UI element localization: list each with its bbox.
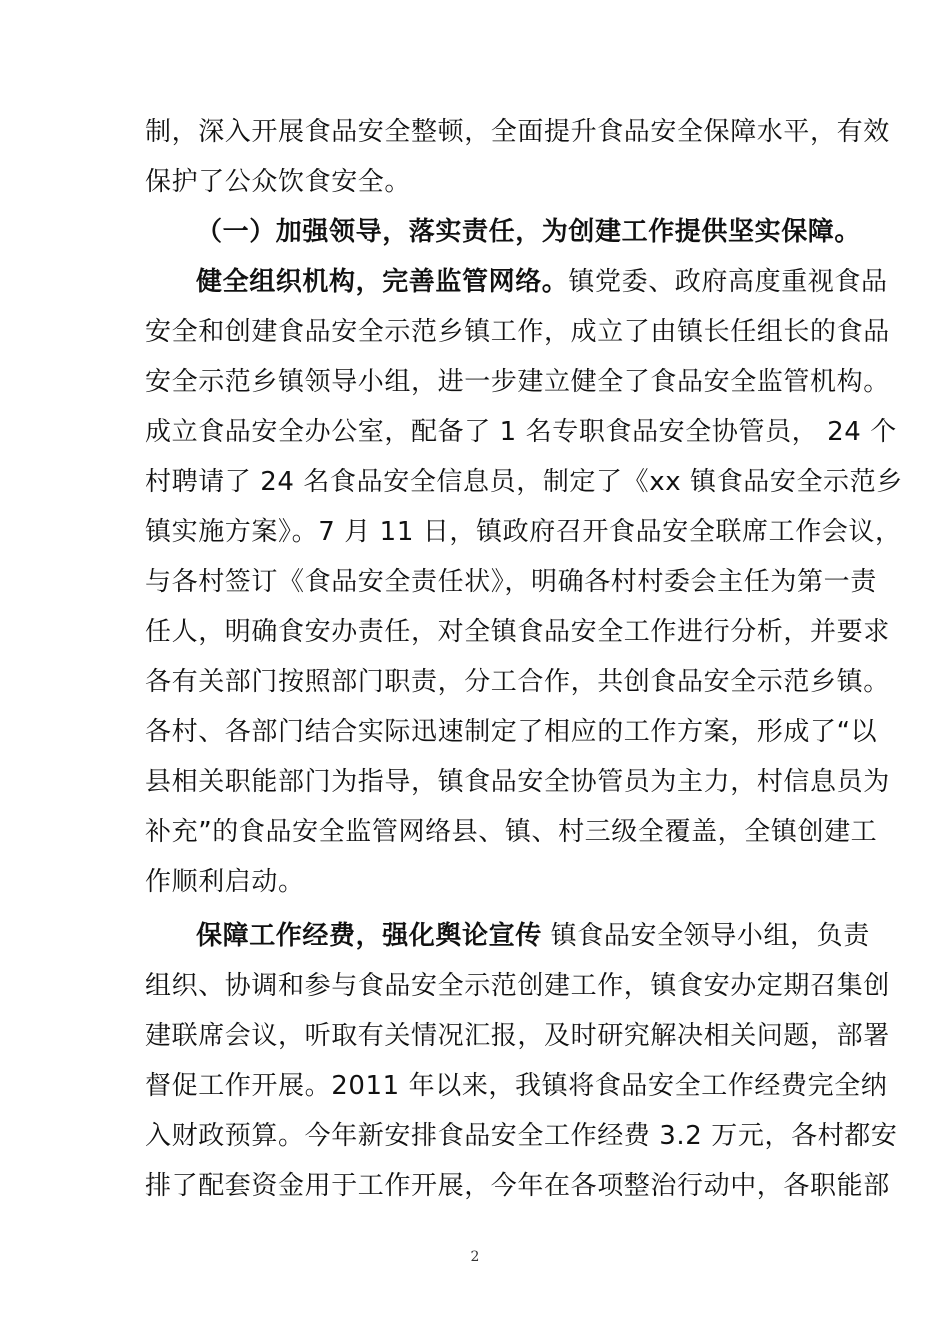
body-text-line: 排了配套资金用于工作开展，今年在各项整治行动中，各职能部 [145, 1171, 890, 1201]
body-text-line: 成立食品安全办公室，配备了 1 名专职食品安全协管员， 24 个 [145, 417, 897, 447]
body-text-line: 保护了公众饮食安全。 [145, 167, 412, 197]
body-text-line: 组织、协调和参与食品安全示范创建工作，镇食安办定期召集创 [145, 971, 890, 1001]
page-number: 2 [470, 1249, 480, 1265]
body-text: 镇党委、政府高度重视食品 [568, 267, 888, 297]
body-text-line: 安全和创建食品安全示范乡镇工作，成立了由镇长任组长的食品 [145, 317, 890, 347]
paragraph-lead-bold: 保障工作经费，强化舆论宣传 [196, 921, 542, 951]
body-text-line: 补充”的食品安全监管网络县、镇、村三级全覆盖，全镇创建工 [145, 817, 878, 847]
body-text-line: 县相关职能部门为指导，镇食品安全协管员为主力，村信息员为 [145, 767, 890, 797]
section-heading: （一）加强领导，落实责任，为创建工作提供坚实保障。 [196, 217, 862, 247]
body-text-line: 安全示范乡镇领导小组，进一步建立健全了食品安全监管机构。 [145, 367, 890, 397]
body-text-line: 与各村签订《食品安全责任状》，明确各村村委会主任为第一责 [145, 567, 877, 597]
body-text-line: 建联席会议，听取有关情况汇报，及时研究解决相关问题，部署 [145, 1021, 890, 1051]
body-text: 镇食品安全领导小组，负责 [541, 921, 870, 951]
paragraph-lead-bold: 健全组织机构，完善监管网络。 [196, 267, 569, 297]
body-text-line: 镇实施方案》。7 月 11 日，镇政府召开食品安全联席工作会议， [145, 517, 902, 547]
body-text-line: 督促工作开展。2011 年以来，我镇将食品安全工作经费完全纳 [145, 1071, 888, 1101]
body-text-line: 作顺利启动。 [145, 867, 305, 897]
body-text-line: 村聘请了 24 名食品安全信息员，制定了《xx 镇食品安全示范乡 [145, 467, 903, 497]
paragraph-first-line [196, 267, 888, 297]
body-text-line: 各有关部门按照部门职责，分工合作，共创食品安全示范乡镇。 [145, 667, 890, 697]
body-text-line: 制，深入开展食品安全整顿，全面提升食品安全保障水平，有效 [145, 117, 890, 147]
paragraph-first-line [196, 921, 870, 951]
body-text-line: 各村、各部门结合实际迅速制定了相应的工作方案，形成了“以 [145, 717, 878, 747]
body-text-line: 入财政预算。今年新安排食品安全工作经费 3.2 万元，各村都安 [145, 1121, 898, 1151]
body-text-line: 任人，明确食安办责任，对全镇食品安全工作进行分析，并要求 [145, 617, 890, 647]
